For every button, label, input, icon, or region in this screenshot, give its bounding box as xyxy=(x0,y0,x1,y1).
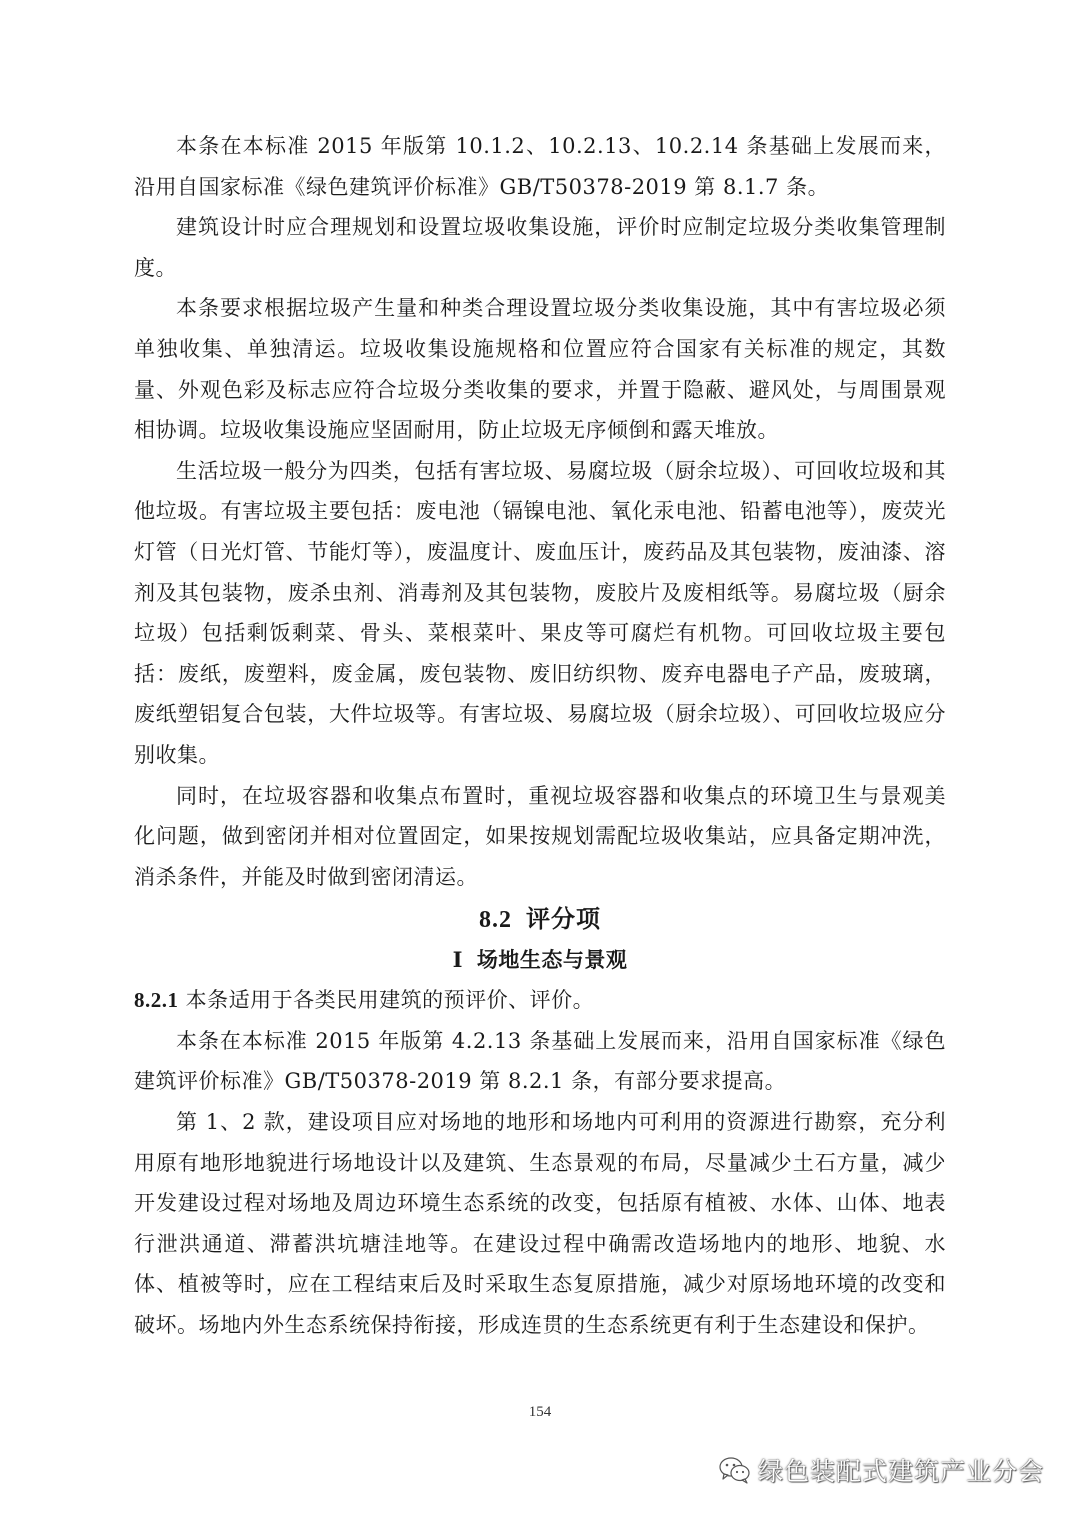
paragraph-1: 本条在本标准 2015 年版第 10.1.2、10.2.13、10.2.14 条基础上发展而来，沿用自国家标准《绿色建筑评价标准》GB/T50378-2019 第 8.1.7 条。 xyxy=(134,134,946,199)
paragraph-7: 第 1、2 款，建设项目应对场地的地形和场地内可利用的资源进行勘察，充分利用原有地形地貌进行场地设计以及建筑、生态景观的布局，尽量减少土石方量，减少开发建设过程对场地及周边环境生态系统的改变，包括原有植被、水体、山体、地表行泄洪通道、滞蓄洪坑塘洼地等。在建设过程中确需改造场地内的地形、地貌、水体、植被等时，应在工程结束后及时采取生态复原措施，减少对原场地环境的改变和破坏。场地内外生态系统保持衔接，形成连贯的生态系统更有利于生态建设和保护。 xyxy=(134,1110,946,1338)
paragraph-4: 生活垃圾一般分为四类，包括有害垃圾、易腐垃圾（厨余垃圾）、可回收垃圾和其他垃圾。有害垃圾主要包括：废电池（镉镍电池、氧化汞电池、铅蓄电池等），废荧光灯管（日光灯管、节能灯等），废温度计、废血压计，废药品及其包装物，废油漆、溶剂及其包装物，废杀虫剂、消毒剂及其包装物，废胶片及废相纸等。易腐垃圾（厨余垃圾）包括剩饭剩菜、骨头、菜根菜叶、果皮等可腐烂有机物。可回收垃圾主要包括：废纸，废塑料，废金属，废包装物、废旧纺织物、废弃电器电子产品，废玻璃，废纸塑铝复合包装，大件垃圾等。有害垃圾、易腐垃圾（厨余垃圾）、可回收垃圾应分别收集。 xyxy=(134,458,946,767)
paragraph-6: 本条在本标准 2015 年版第 4.2.13 条基础上发展而来，沿用自国家标准《绿色建筑评价标准》GB/T50378-2019 第 8.2.1 条，有部分要求提高。 xyxy=(134,1028,946,1094)
wechat-icon xyxy=(718,1456,752,1484)
paragraph-3: 本条要求根据垃圾产生量和种类合理设置垃圾分类收集设施，其中有害垃圾必须单独收集、单独清运。垃圾收集设施规格和位置应符合国家有关标准的规定，其数量、外观色彩及标志应符合垃圾分类收集的要求，并置于隐蔽、避风处，与周围景观相协调。垃圾收集设施应坚固耐用，防止垃圾无序倾倒和露天堆放。 xyxy=(134,296,946,443)
page-number: 154 xyxy=(528,1404,552,1420)
subsection-title: 场地生态与景观 xyxy=(476,947,628,973)
section-title: 评分项 xyxy=(526,904,601,934)
document-page xyxy=(134,126,946,1346)
subsection-heading xyxy=(134,940,946,980)
clause-number: 8.2.1 xyxy=(134,988,179,1013)
watermark-text: 绿色装配式建筑产业分会 xyxy=(757,1457,1044,1486)
clause-paragraph xyxy=(134,980,946,1021)
clause-text: 本条适用于各类民用建筑的预评价、评价。 xyxy=(178,988,595,1013)
paragraph-2: 建筑设计时应合理规划和设置垃圾收集设施，评价时应制定垃圾分类收集管理制度。 xyxy=(134,215,946,280)
paragraph-5: 同时，在垃圾容器和收集点布置时，重视垃圾容器和收集点的环境卫生与景观美化问题，做到密闭并相对位置固定，如果按规划需配垃圾收集站，应具备定期冲洗，消杀条件，并能及时做到密闭清运。 xyxy=(134,783,946,889)
subsection-numeral: I xyxy=(452,947,463,973)
section-number: 8.2 xyxy=(479,907,512,934)
watermark xyxy=(718,1452,1044,1488)
section-heading xyxy=(134,901,946,938)
